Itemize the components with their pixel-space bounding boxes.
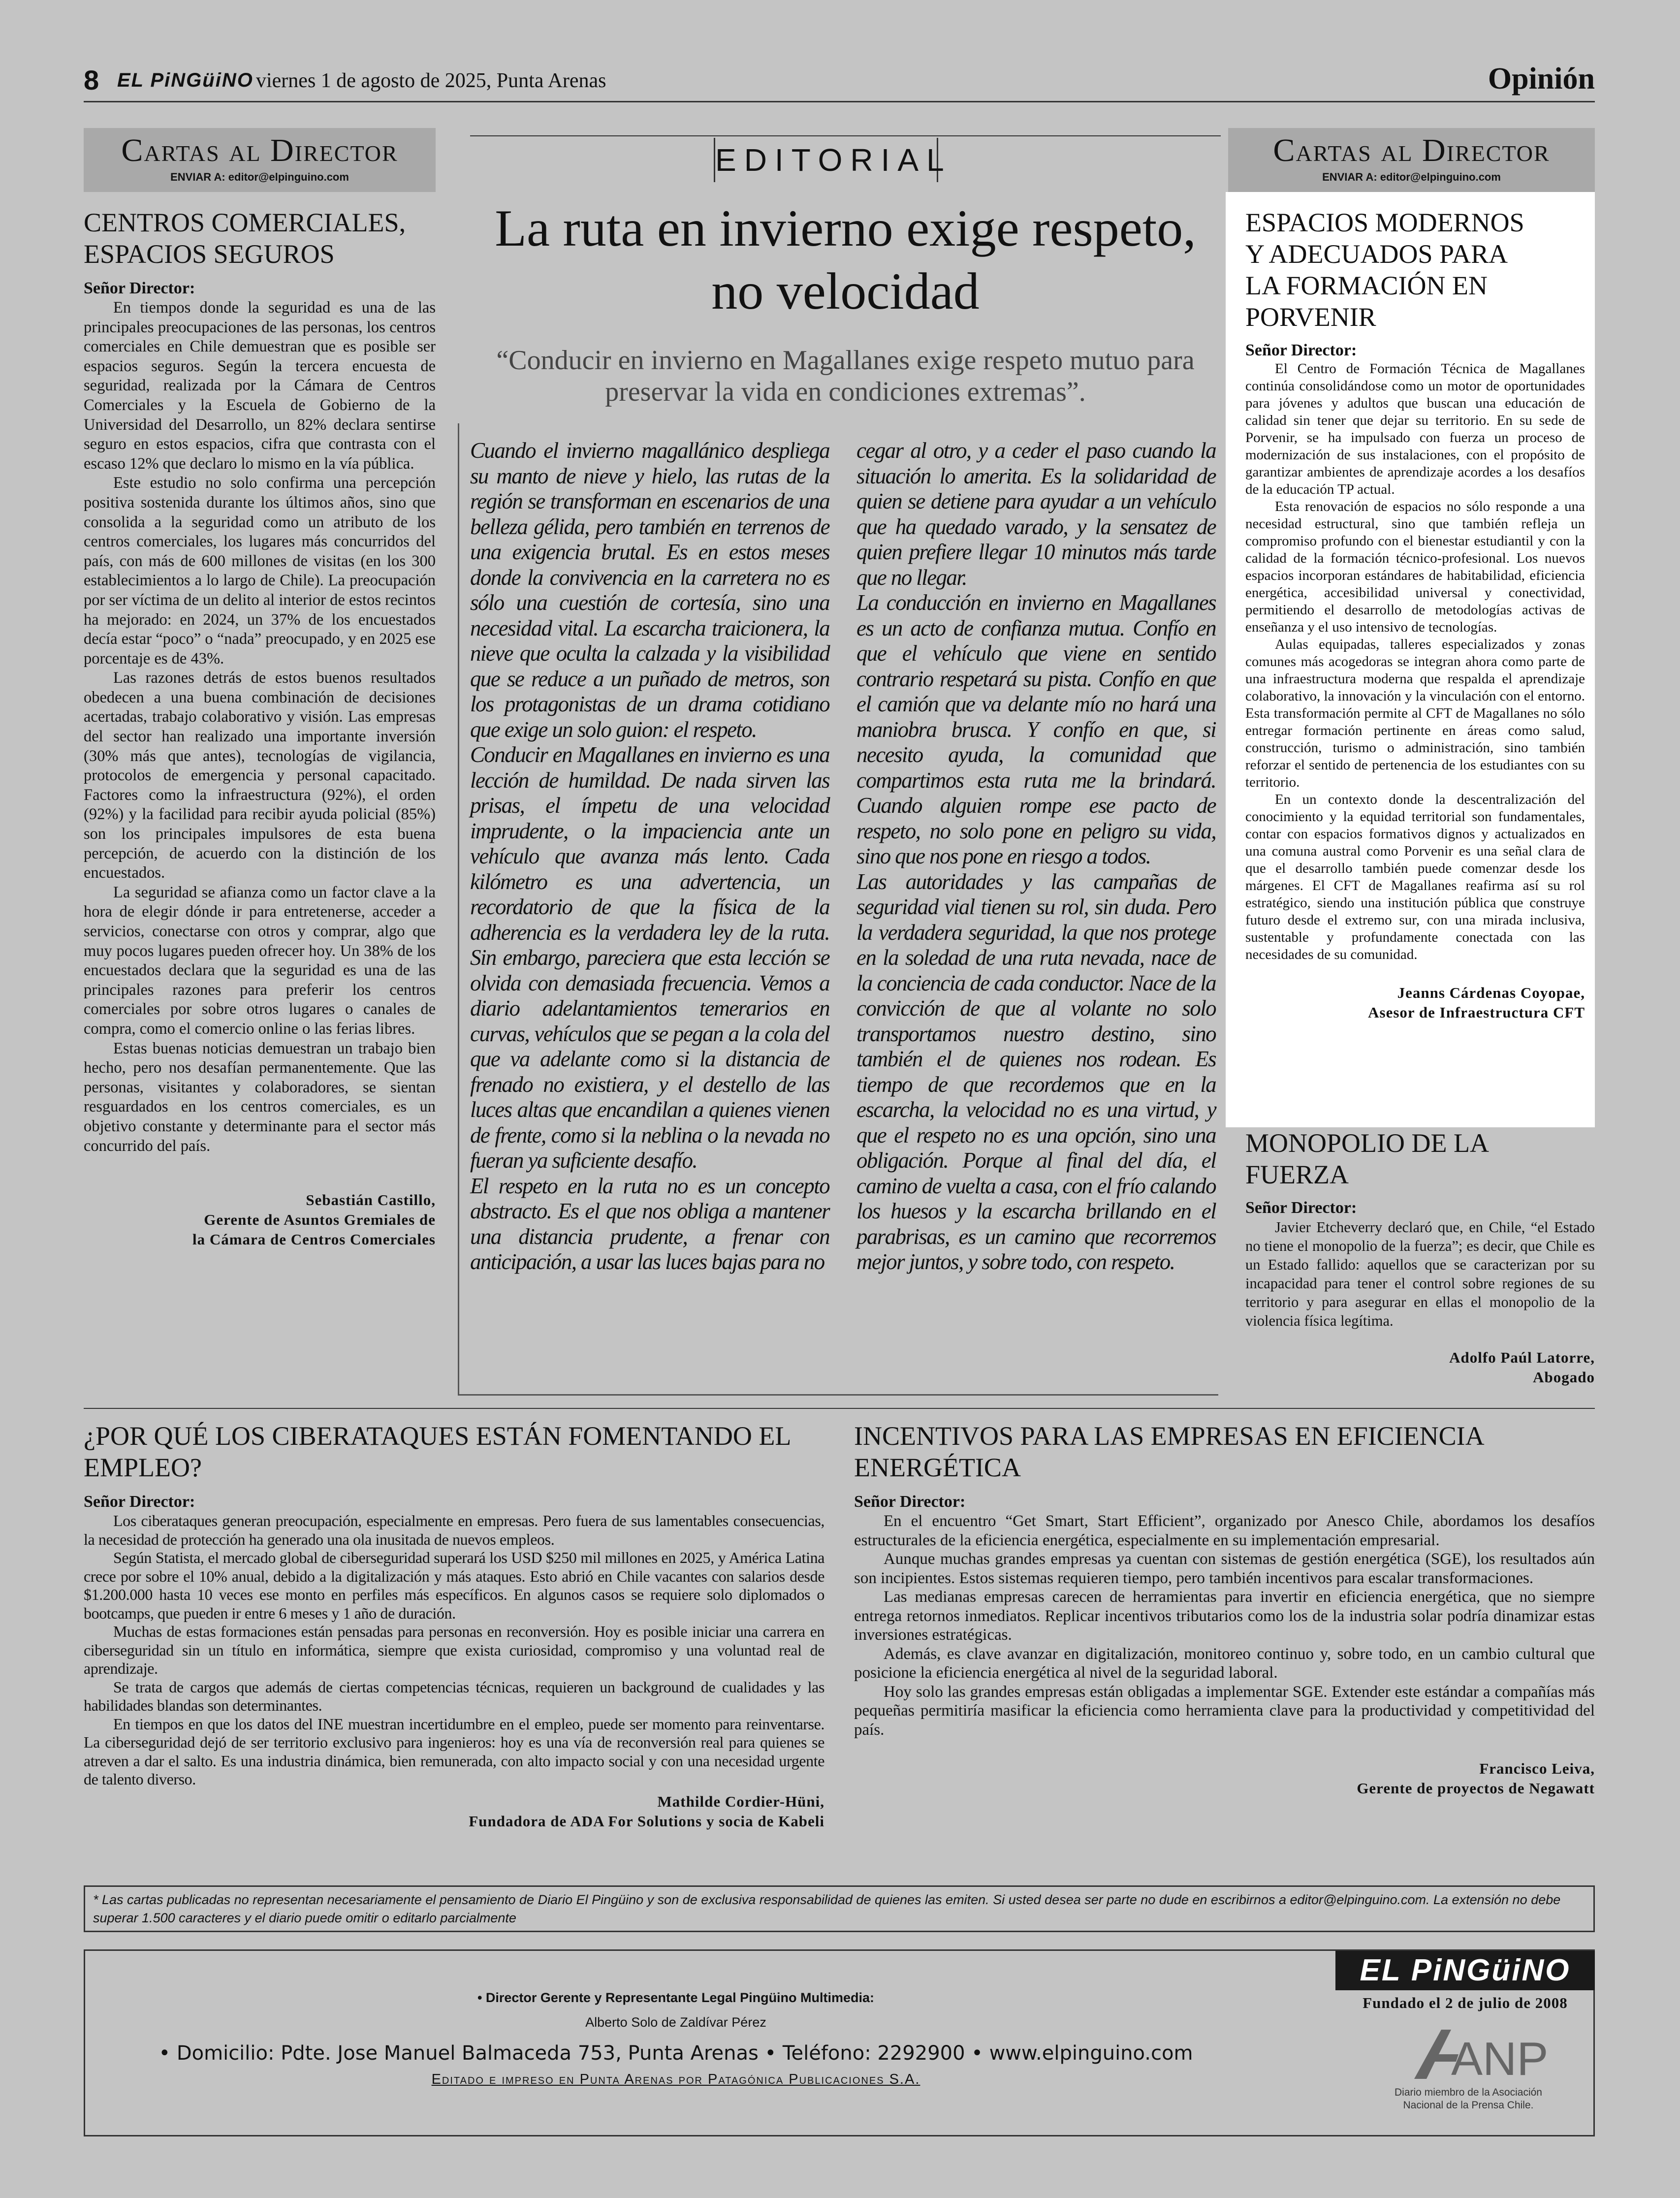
letter-paragraph: Las razones detrás de estos buenos resultados obedecen a una buena combinación de decisiones acertadas, trabajo colaborativo y visión. Las empresas del sector han realizado una importante inversión (30% más que antes), tecnologías de vigilancia, protocolos de emergencia y personal capacitado. Factores como la infraestructura (92%), el orden (92%) y la facilidad para recibir ayuda policial (85%) son los principales impulsores de esta buena percepción, de acuerdo con la distinción de los encuestados. [84,669,436,882]
letter-signature [84,1190,436,1249]
letter-body [1245,360,1585,963]
signature-name: Francisco Leiva, [1479,1760,1595,1777]
letter-paragraph: Hoy solo las grandes empresas están obligadas a implementar SGE. Extender este estándar a compañías más pequeñas permitiría masificar la eficiencia como herramienta clave para la productividad y competitividad del país. [854,1683,1595,1739]
footer-director-name: Alberto Solo de Zaldívar Pérez [585,2015,766,2030]
letter-paragraph: Estas buenas noticias demuestran un trabajo bien hecho, pero nos desafían permanentemente. Que las personas, visitantes y colaboradores, se sientan resguardados en los centros comerciales, es un objetivo constante y determinante para el sector más concurrido del país. [84,1039,436,1155]
anp-caption: Diario miembro de la Asociación Nacional de la Prensa Chile. [1395,2087,1542,2111]
letter-ciberataques [84,1420,824,1831]
editorial-column-2 [856,438,1216,1275]
letter-body [84,1512,824,1789]
letter-headline: ¿POR QUÉ LOS CIBERATAQUES ESTÁN FOMENTANDO EL EMPLEO? [84,1421,791,1482]
editorial-paragraph: Cuando el invierno magallánico despliega su manto de nieve y hielo, las rutas de la región se transforman en escenarios de una belleza gélida, pero también en terrenos de una exigencia brutal. Es en estos meses donde la convivencia en la carretera no es sólo una cuestión de cortesía, sino una necesidad vital. La escarcha traicionera, la nieve que oculta la calzada y la visibilidad que se reduce a un puñado de metros, son los protagonistas de un drama cotidiano que exige un solo guion: el respeto. [470,438,829,742]
cartas-title: Cartas al Director [1273,132,1550,168]
letter-paragraph: Este estudio no solo confirma una percepción positiva sostenida durante los últimos años, sino que consolida a la seguridad como un atributo de los centros comerciales, los lugares más concurridos del país, con más de 600 millones de visitas (en los 300 establecimientos a lo largo de Chile). La preocupación por ser víctima de un delito al interior de estos recintos ha mejorado: en 2024, un 37% de los encuestados decía estar “poco” o “nada” preocupado, y en 2025 ese porcentaje es de 43%. [84,474,436,668]
letter-salutation: Señor Director: [84,1493,195,1511]
letter-paragraph: Se trata de cargos que además de ciertas competencias técnicas, requieren un background de cualidades y las habilidades blandas son determinantes. [84,1678,824,1714]
signature-title: Fundadora de ADA For Solutions y socia de Kabeli [469,1812,824,1830]
page-header [84,62,1595,102]
editorial-column-1 [470,438,829,1275]
letter-paragraph: Las medianas empresas carecen de herramientas para invertir en eficiencia energética, que no siempre entrega retornos inmediatos. Replicar incentivos tributarios como los de la industria solar podría dinamizar estas inversiones estratégicas. [854,1588,1595,1644]
letter-paragraph: Según Statista, el mercado global de ciberseguridad superará los USD $250 mil millones en 2025, y América Latina crece por sobre el 10% anual, debido a la digitalización y más ataques. Esto abrió en Chile vacantes con salarios desde $1.200.000 hasta 10 veces ese monto en perfiles más específicos. En algunos casos se requiere solo diplomados o bootcamps, que pueden ir entre 6 meses y 1 año de duración. [84,1549,824,1622]
section-title: Opinión [1488,62,1595,96]
disclaimer: * Las cartas publicadas no representan necesariamente el pensamiento de Diario El Pingüino y son de exclusiva responsabilidad de quienes las emiten. Si usted desea ser parte no dude en escribirnos a editor@elpinguino.com. La extensión no debe superar 1.500 caracteres y el diario puede omitir o editarlo parcialmente [84,1885,1595,1932]
anp-logo-icon [1404,2020,1549,2085]
letter-paragraph: En tiempos en que los datos del INE muestran incertidumbre en el empleo, puede ser momento para reinventarse. La ciberseguridad dejó de ser territorio exclusivo para ingenieros: hoy es una vía de reconversión real para quienes se atreven a dar el salto. Es una industria dinámica, bien remunerada, con alto impacto social y con una necesidad urgente de talento diverso. [84,1715,824,1788]
letter-body [84,298,436,1156]
signature-title: Asesor de Infraestructura CFT [1368,1004,1585,1021]
letter-paragraph: En tiempos donde la seguridad es una de las principales preocupaciones de las personas, los centros comerciales en Chile demuestran que es posible ser espacios seguros. Según la tercera encuesta de seguridad, realizada por la Cámara de Centros Comerciales y la Escuela de Gobierno de la Universidad del Desarrollo, un 82% declara sentirse seguro en estos espacios, cifra que contrasta con el escaso 12% que declaro lo mismo en la vía pública. [84,299,436,473]
letter-paragraph: En un contexto donde la descentralización del conocimiento y la equidad territorial son fundamentales, contar con espacios formativos dignos y actualizados en una comuna austral como Porvenir es una señal clara de que el desarrollo también puede comenzar desde los márgenes. El CFT de Magallanes reafirma así su rol estratégico, siendo una institución pública que construye futuro desde el extremo sur, con una mirada inclusiva, sustentable y profundamente conectada con las necesidades de su comunidad. [1245,792,1585,962]
signature-title: la Cámara de Centros Comerciales [192,1231,436,1248]
footer-printed-by: Editado e impreso en Punta Arenas por Patagónica Publicaciones S.A. [431,2071,920,2087]
letter-salutation: Señor Director: [854,1493,966,1511]
signature-title: Gerente de Asuntos Gremiales de [204,1211,436,1229]
letter-headline: MONOPOLIO DE LA FUERZA [1245,1128,1488,1189]
letter-centros-comerciales [84,207,436,1249]
letter-signature [1245,983,1585,1022]
brand-name: EL PiNGüiNO [117,69,254,91]
editorial-paragraph: Las autoridades y las campañas de seguridad vial tienen su rol, sin duda. Pero la verdadera seguridad, la que nos protege en la soledad de una ruta nevada, nace de la conciencia de cada conductor. Nace de la convicción de que al volante no solo transportamos nuestro destino, sino también el de quienes nos rodean. Es tiempo de que recordemos que en la escarcha, la velocidad no es una virtud, y que el respeto no es una opción, sino una obligación. Porque al final del día, el camino de vuelta a casa, con el frío calando los huesos y la escarcha brillando en el parabrisas, es un camino que recorremos mejor juntos, y sobre todo, con respeto. [856,869,1216,1274]
letter-headline: ESPACIOS MODERNOS Y ADECUADOS PARA LA FORMACIÓN EN PORVENIR [1245,208,1524,332]
signature-title: Gerente de proyectos de Negawatt [1357,1780,1595,1797]
signature-name: Sebastián Castillo, [306,1191,436,1209]
anp-logo-text: ANP [1451,2033,1549,2085]
section-divider [84,1408,1595,1409]
letter-paragraph: Aulas equipadas, talleres especializados y zonas comunes más acogedoras se integran ahora como parte de una infraestructura moderna que respalda el aprendizaje colaborativo, la innovación y la vinculación con el entorno. Esta transformación permite al CFT de Magallanes no sólo entregar formación pertinente en áreas como salud, construcción, turismo o administración, sino también reforzar el sentido de pertenencia de los estudiantes con su territorio. [1245,637,1585,790]
editorial-paragraph: Conducir en Magallanes en invierno es una lección de humildad. De nada sirven las prisas, el ímpetu de una velocidad imprudente, o la impaciencia ante un vehículo que avanza más lento. Cada kilómetro es una advertencia, un recordatorio de que la física de la adherencia es la verdadera ley de la ruta. Sin embargo, pareciera que esta lección se olvida con demasiada frecuencia. Vemos a diario adelantamientos temerarios en curvas, vehículos que se pegan a la cola del que va adelante como si la distancia de frenado no existiera, y el destello de las luces altas que encandilan a quienes vienen de frente, como si la neblina o la nevada no fueran ya suficiente desafío. [470,742,829,1173]
letter-salutation: Señor Director: [1245,1199,1357,1217]
letter-signature [854,1759,1595,1798]
cartas-header-left [84,128,436,192]
letter-espacios-modernos [1245,207,1585,1022]
letter-body [1245,1218,1595,1330]
signature-name: Mathilde Cordier-Hüni, [657,1792,824,1810]
editorial-pull-quote: “Conducir en invierno en Magallanes exige respeto mutuo para preservar la vida en condiciones extremas”. [496,345,1195,407]
letter-paragraph: Esta renovación de espacios no sólo responde a una necesidad estructural, sino que también refleja un compromiso profundo con el bienestar estudiantil y con la calidad de la formación técnico-profesional. Los nuevos espacios incorporan estándares de habitabilidad, eficiencia energética, accesibilidad universal y conectividad, permitiendo el desarrollo de metodologías activas de enseñanza y el uso intensivo de tecnologías. [1245,499,1585,635]
signature-name: Jeanns Cárdenas Coyopae, [1397,984,1585,1001]
footer-contact: • Domicilio: Pdte. Jose Manuel Balmaceda 753, Punta Arenas • Teléfono: 2292900 • www.elpinguino.com [158,2042,1193,2065]
signature-title: Abogado [1533,1369,1595,1386]
footer-director-label: • Director Gerente y Representante Legal Pingüino Multimedia: [477,1990,875,2005]
letter-eficiencia-energetica [854,1420,1595,1798]
footer [84,1949,1595,2136]
editorial-paragraph: cegar al otro, y a ceder el paso cuando la situación lo amerita. Es la solidaridad de quien se detiene para ayudar a un vehículo que ha quedado varado, y la sensatez de quien prefiere llegar 10 minutos más tarde que no llegar. [856,438,1216,590]
date-line: viernes 1 de agosto de 2025, Punta Arenas [256,69,606,92]
editorial-headline: La ruta en invierno exige respeto, no velocidad [495,199,1196,320]
editorial-rule [470,135,1221,136]
cartas-header-right [1228,128,1595,192]
founded-date: Fundado el 2 de julio de 2008 [1363,1994,1568,2011]
newspaper-logo: EL PiNGüiNO [1335,1951,1595,1990]
letter-body [854,1512,1595,1739]
letter-paragraph: El Centro de Formación Técnica de Magallanes continúa consolidándose como un motor de oportunidades para jóvenes y adultos que buscan una educación de calidad sin tener que dejar su territorio. En su sede de Porvenir, se ha impulsado con fuerza un proceso de modernización de sus instalaciones, con el propósito de garantizar ambientes de aprendizaje acordes a los desafíos de la educación TP actual. [1245,361,1585,497]
letter-salutation: Señor Director: [1245,341,1357,359]
cartas-title: Cartas al Director [121,132,398,168]
page-number: 8 [84,64,99,96]
cartas-submit-email: ENVIAR A: editor@elpinguino.com [1322,171,1501,183]
letter-paragraph: En el encuentro “Get Smart, Start Efficient”, organizado por Anesco Chile, abordamos los desafíos estructurales de la eficiencia energética, especialmente en su implementación empresarial. [854,1512,1595,1549]
letter-paragraph: Además, es clave avanzar en digitalización, monitoreo continuo y, sobre todo, en un cambio cultural que posicione la eficiencia energética al nivel de la seguridad laboral. [854,1645,1595,1682]
editorial-label: EDITORIAL [714,138,938,182]
letter-signature [84,1792,824,1831]
editorial-paragraph: La conducción en invierno en Magallanes es un acto de confianza mutua. Confío en que el vehículo que viene en sentido contrario respetará su pista. Confío en que el camión que va delante mío no hará una maniobra brusca. Y confío en que, si necesito ayuda, la comunidad que compartimos esta ruta me la brindará. Cuando alguien rompe ese pacto de respeto, no solo pone en peligro su vida, sino que nos pone en riesgo a todos. [856,590,1216,868]
letter-paragraph: Muchas de estas formaciones están pensadas para personas en reconversión. Hoy es posible iniciar una carrera en ciberseguridad sin un título en informática, siempre que exista curiosidad, compromiso y una voluntad real de aprendizaje. [84,1623,824,1677]
letter-headline: INCENTIVOS PARA LAS EMPRESAS EN EFICIENCIA ENERGÉTICA [854,1421,1483,1482]
letter-headline: CENTROS COMERCIALES, ESPACIOS SEGUROS [84,208,406,269]
editorial-paragraph: El respeto en la ruta no es un concepto abstracto. Es el que nos obliga a mantener una distancia prudente, a frenar con anticipación, a usar las luces bajas para no [470,1173,829,1274]
letter-paragraph: Aunque muchas grandes empresas ya cuentan con sistemas de gestión energética (SGE), los resultados aún son incipientes. Estos sistemas requieren tiempo, pero también incentivos para escalar transformaciones. [854,1550,1595,1587]
letter-signature [1245,1348,1595,1387]
letter-paragraph: Los ciberataques generan preocupación, especialmente en empresas. Pero fuera de sus lamentables consecuencias, la necesidad de protección ha generado una ola inusitada de nuevos empleos. [84,1512,824,1548]
signature-name: Adolfo Paúl Latorre, [1449,1349,1595,1366]
letter-paragraph: La seguridad se afianza como un factor clave a la hora de elegir dónde ir para entretenerse, acceder a servicios, conectarse con otros y comprar, algo que muy pocos lugares pueden ofrecer hoy. Un 38% de los encuestados declara que la seguridad es una de las principales razones para preferir los centros comerciales por sobre otros lugares o canales de compra, como el comercio online o las ferias libres. [84,883,436,1038]
letter-salutation: Señor Director: [84,279,195,297]
letter-monopolio-fuerza [1245,1127,1595,1387]
cartas-submit-email: ENVIAR A: editor@elpinguino.com [170,171,349,183]
letter-paragraph: Javier Etcheverry declaró que, en Chile, “el Estado no tiene el monopolio de la fuerza”; es decir, que Chile es un Estado fallido: aquellos que se caracterizan por su incapacidad para tener el control sobre regiones de su territorio y para asegurar en ellas el monopolio de la violencia física legítima. [1245,1219,1595,1329]
